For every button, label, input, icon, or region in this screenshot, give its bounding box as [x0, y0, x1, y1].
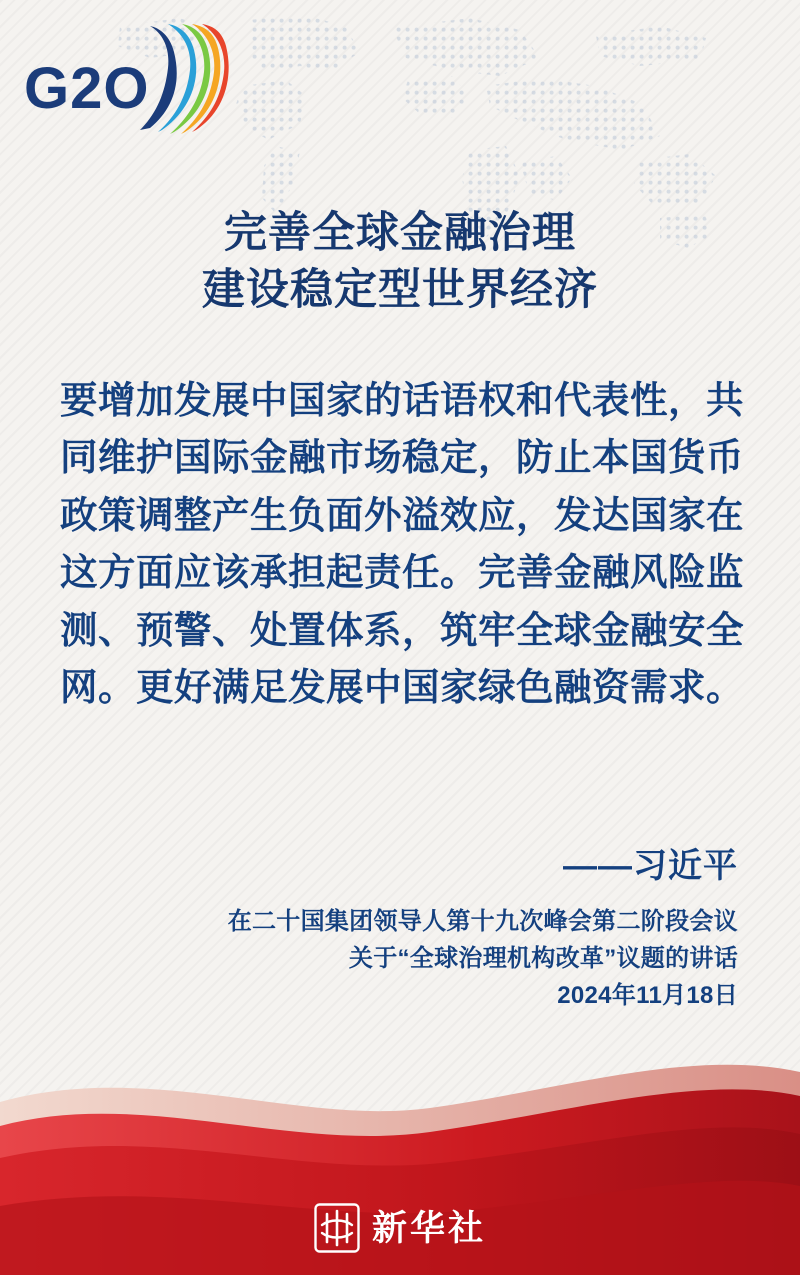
attribution-date: 2024年11月18日	[557, 982, 738, 1010]
attribution-author: ——习近平	[563, 847, 738, 885]
headline-line-2: 建设稳定型世界经济	[202, 265, 598, 314]
xinhua-seal-icon	[314, 1203, 360, 1253]
quote-body-text: 要增加发展中国家的话语权和代表性，共同维护国际金融市场稳定，防止本国货币政策调整产生负面外溢效应，发达国家在这方面应该承担起责任。完善金融风险监测、预警、处置体系，筑牢全球金融安全网。更好满足发展中国家绿色融资需求。	[60, 379, 744, 708]
page-title	[0, 205, 800, 319]
xinhua-agency-logo	[0, 1203, 800, 1253]
headline-line-1: 完善全球金融治理	[224, 209, 576, 257]
attribution-occasion-line-1: 在二十国集团领导人第十九次峰会第二阶段会议	[227, 908, 738, 935]
g20-logo	[22, 24, 232, 142]
attribution-block	[58, 838, 738, 1015]
g20-logo-text: G2O	[24, 56, 150, 121]
attribution-occasion-line-2: 关于“全球治理机构改革”议题的讲话	[348, 945, 738, 973]
xinhua-agency-name: 新华社	[371, 1208, 486, 1248]
